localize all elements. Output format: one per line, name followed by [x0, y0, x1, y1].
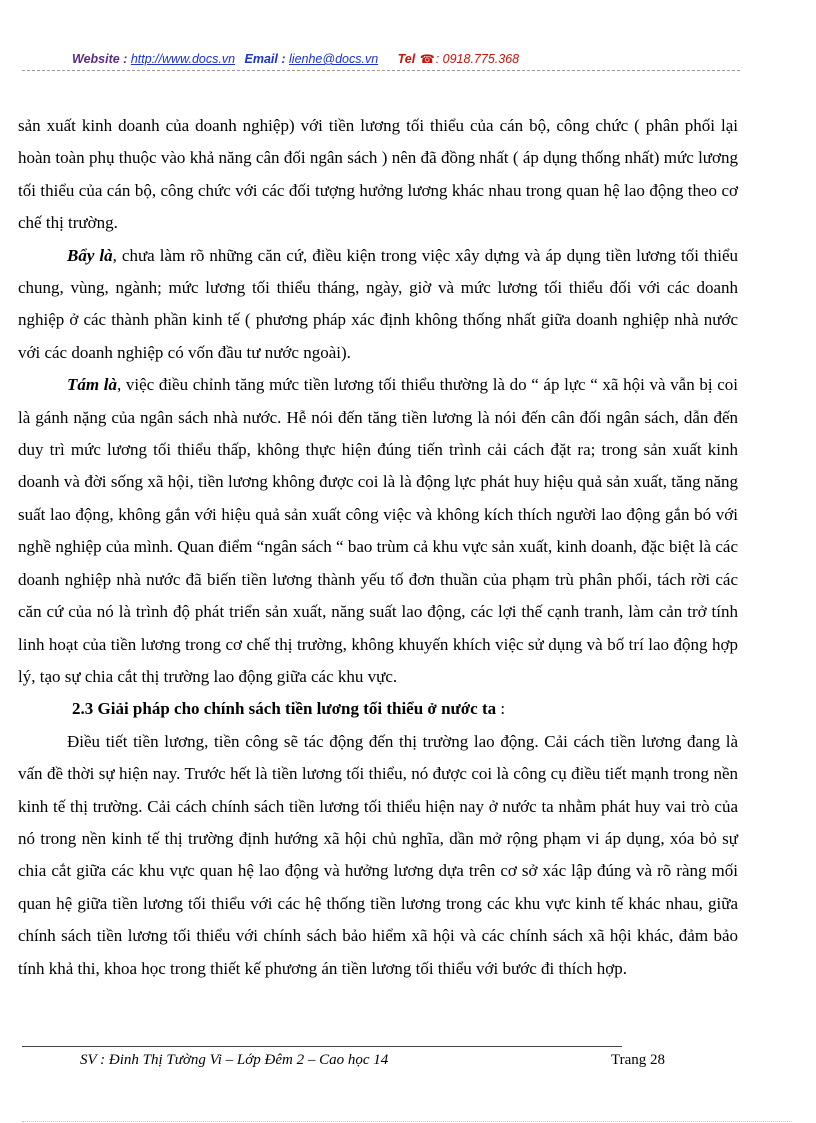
section-heading: [18, 693, 738, 725]
website-link[interactable]: http://www.docs.vn: [130, 52, 236, 66]
section-heading-suffix: :: [496, 699, 506, 719]
tel-label: Tel: [397, 52, 416, 66]
email-link[interactable]: lienhe@docs.vn: [289, 52, 379, 66]
paragraph-solution: Điều tiết tiền lương, tiền công sẽ tác động đến thị trường lao động. Cải cách tiền lương đang là vấn đề thời sự hiện nay. Trước hết là tiền lương tối thiểu, nó được coi là công cụ điều tiết mạnh trong nền kinh tế thị trường. Cải cách chính sách tiền lương tối thiểu hiện nay ở nước ta nhằm phát huy vai trò của nó trong nền kinh tế thị trường định hướng xã hội chủ nghĩa, dần mở rộng phạm vi áp dụng, xóa bỏ sự chia cắt giữa các khu vực quan hệ lao động và hưởng lương dựa trên cơ sở xác lập đúng và rõ ràng mối quan hệ giữa tiền lương tối thiểu với các hệ thống tiền lương trong các khu vực kinh tế khác nhau, giữa chính sách tiền lương tối thiểu với chính sách bảo hiểm xã hội và các chính sách xã hội khác, đảm bảo tính khả thi, khoa học trong thiết kế phương án tiền lương tối thiểu với bước đi thích hợp.: [18, 731, 738, 978]
tel-number: : 0918.775.368: [435, 52, 520, 66]
page-number: Trang 28: [611, 1052, 666, 1068]
document-body: [18, 110, 738, 985]
paragraph-bay-la: [18, 240, 738, 370]
paragraph-tam-la: [18, 369, 738, 693]
paragraph-lead-bay-la: Bẩy là: [67, 245, 113, 265]
paragraph-continuation: sản xuất kinh doanh của doanh nghiệp) với tiền lương tối thiểu của cán bộ, công chức ( phân phối lại hoàn toàn phụ thuộc vào khả năng cân đối ngân sách ) nên đã đồng nhất ( áp dụng thống nhất) mức lương tối thiểu của cán bộ, công chức với các đối tượng hưởng lương khác nhau trong quan hệ lao động theo cơ chế thị trường.: [18, 116, 738, 233]
header-divider: [22, 70, 740, 71]
section-heading-text: 2.3 Giải pháp cho chính sách tiền lương tối thiểu ở nước ta: [72, 699, 497, 719]
page-bottom-border: [22, 1121, 792, 1122]
footer-student: SV : Đinh Thị Tường Vi – Lớp Đêm 2 – Cao học 14: [80, 1052, 389, 1068]
paragraph-text-bay-la: , chưa làm rõ những căn cứ, điều kiện trong việc xây dựng và áp dụng tiền lương tối thiểu chung, vùng, ngành; mức lương tối thiểu tháng, ngày, giờ và mức lương tối thiểu đối với các doanh nghiệp ở các thành phần kinh tế ( phương pháp xác định không thống nhất giữa doanh nghiệp nhà nước với các doanh nghiệp có vốn đầu tư nước ngoài).: [18, 245, 739, 362]
email-label: Email :: [244, 52, 286, 66]
paragraph-lead-tam-la: Tám là: [67, 375, 117, 395]
footer-divider: [22, 1046, 622, 1047]
phone-icon: ☎: [419, 52, 435, 66]
page-header: [72, 52, 519, 66]
website-label: Website :: [72, 52, 128, 66]
paragraph-text-tam-la: , việc điều chỉnh tăng mức tiền lương tối thiểu thường là do “ áp lực “ xã hội và vẫn bị coi là gánh nặng của ngân sách nhà nước. Hễ nói đến tăng tiền lương là nói đến cân đối ngân sách, dẫn đến duy trì mức lương tối thiểu thấp, không thực hiện đúng tiến trình cải cách đặt ra; trong sản xuất kinh doanh và đời sống xã hội, tiền lương không được coi là là động lực phát huy hiệu quả sản xuất, tăng năng suất lao động, không gắn với hiệu quả sản xuất công việc và không kích thích người lao động gắn bó với nghề nghiệp của mình. Quan điểm “ngân sách “ bao trùm cả khu vực sản xuất, kinh doanh, đặc biệt là các doanh nghiệp nhà nước đã biến tiền lương thành yếu tố đơn thuần của phạm trù phân phối, tách rời các căn cứ của nó là trình độ phát triển sản xuất, năng suất lao động, các lợi thế cạnh tranh, làm cản trở tính linh hoạt của tiền lương trong cơ chế thị trường, không khuyến khích việc sử dụng và bố trí lao động hợp lý, tạo sự chia cắt thị trường lao động giữa các khu vực.: [18, 375, 738, 686]
